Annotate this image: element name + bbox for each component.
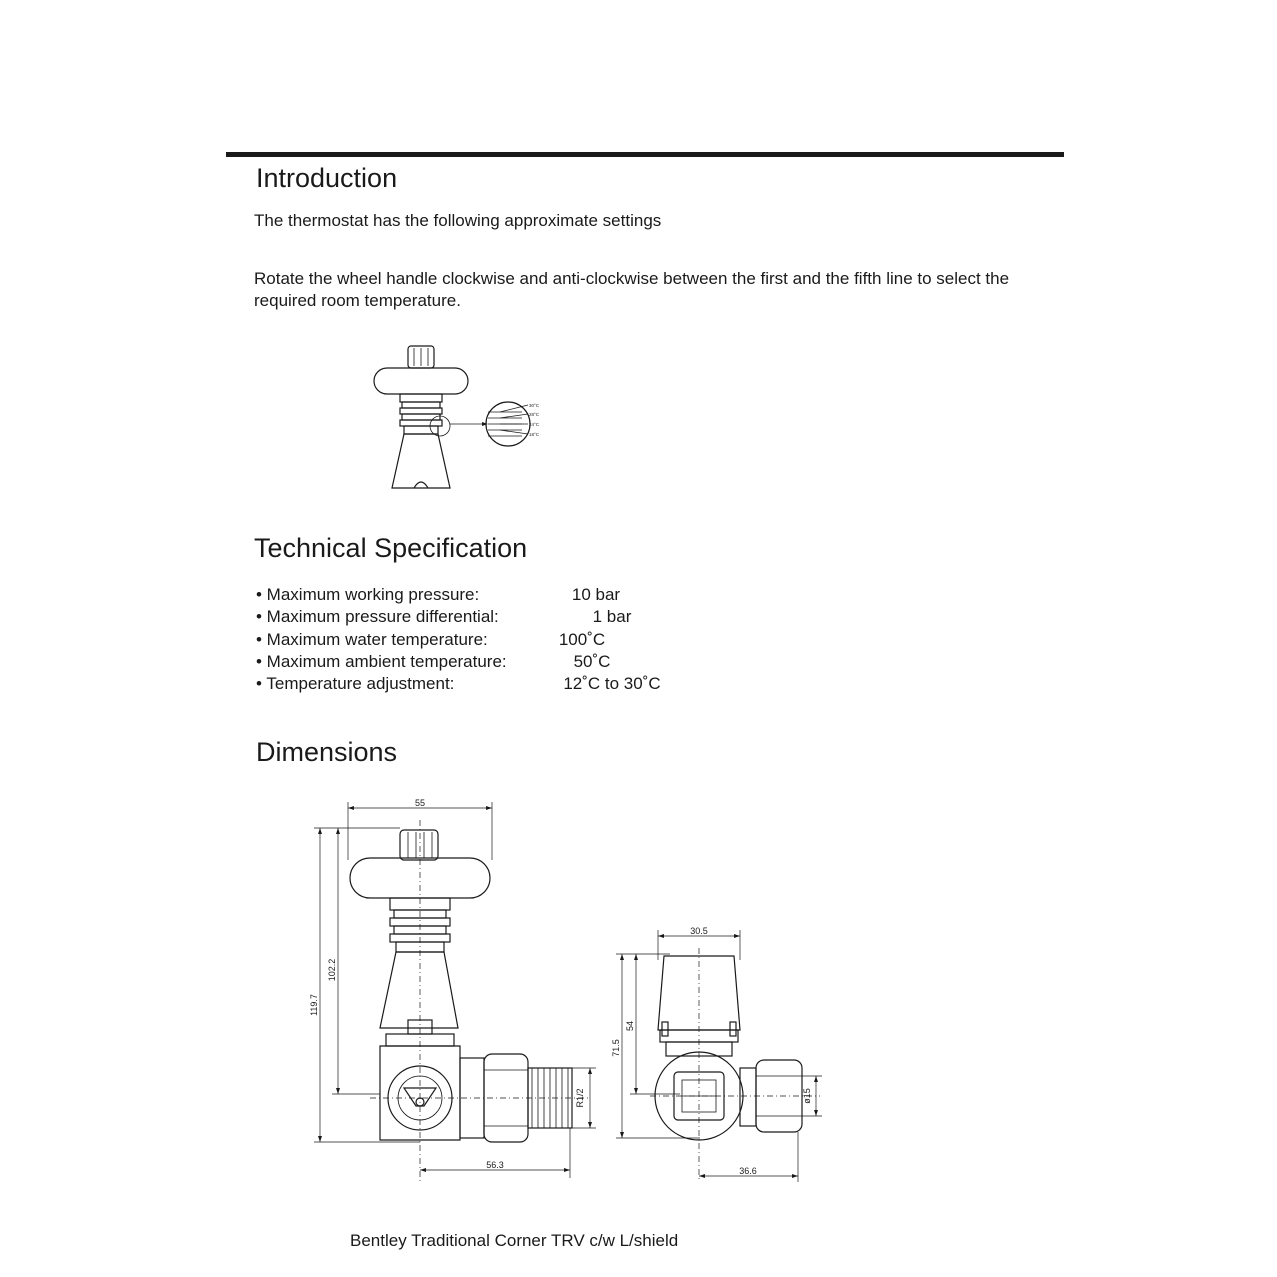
setting-mark-2: 28°C	[529, 412, 540, 417]
spec-label: • Maximum water temperature:	[256, 629, 488, 649]
dimensions-heading: Dimensions	[256, 737, 398, 767]
spec-value: 50˚C	[573, 651, 611, 671]
dim-side-width-top: 30.5	[690, 926, 708, 936]
spec-value: 1 bar	[592, 607, 632, 627]
thermostat-settings-diagram	[360, 340, 560, 500]
spec-label: • Maximum ambient temperature:	[256, 651, 507, 671]
spec-value: 10 bar	[571, 585, 621, 604]
product-caption: Bentley Traditional Corner TRV c/w L/shield	[350, 1231, 679, 1250]
dim-front-height-inner: 102.2	[327, 958, 337, 982]
dim-side-height-outer: 71.5	[611, 1039, 621, 1057]
spec-value: 100˚C	[558, 629, 606, 649]
rotation-instruction: Rotate the wheel handle clockwise and anti-clockwise between the first and the fifth line to select the required room temperature.	[254, 269, 1010, 310]
setting-mark-4: 18°C	[529, 432, 540, 437]
dim-front-width-top: 55	[414, 798, 426, 808]
front-view-drawing	[300, 790, 620, 1190]
dim-side-width-bottom: 36.6	[739, 1166, 757, 1176]
spec-label: • Maximum pressure differential:	[256, 607, 499, 627]
technical-specification-heading: Technical Specification	[254, 533, 528, 563]
spec-label: • Temperature adjustment:	[256, 674, 455, 694]
side-view-drawing	[610, 920, 840, 1190]
introduction-heading: Introduction	[256, 163, 398, 193]
spec-value: 12˚C to 30˚C	[563, 674, 661, 694]
dim-front-height-total: 119.7	[309, 994, 319, 1016]
spec-label: • Maximum working pressure:	[256, 585, 480, 604]
dim-front-thread: R1/2	[575, 1088, 585, 1108]
dim-front-width-bottom: 56.3	[486, 1160, 504, 1170]
introduction-paragraph: The thermostat has the following approximate settings	[254, 211, 662, 230]
dim-side-height-inner: 54	[625, 1020, 635, 1032]
dim-side-pipe-diameter: ø15	[802, 1088, 812, 1104]
setting-mark-1: 30°C	[529, 403, 540, 408]
setting-mark-3: 24°C	[529, 422, 540, 427]
header-rule	[226, 152, 1064, 157]
